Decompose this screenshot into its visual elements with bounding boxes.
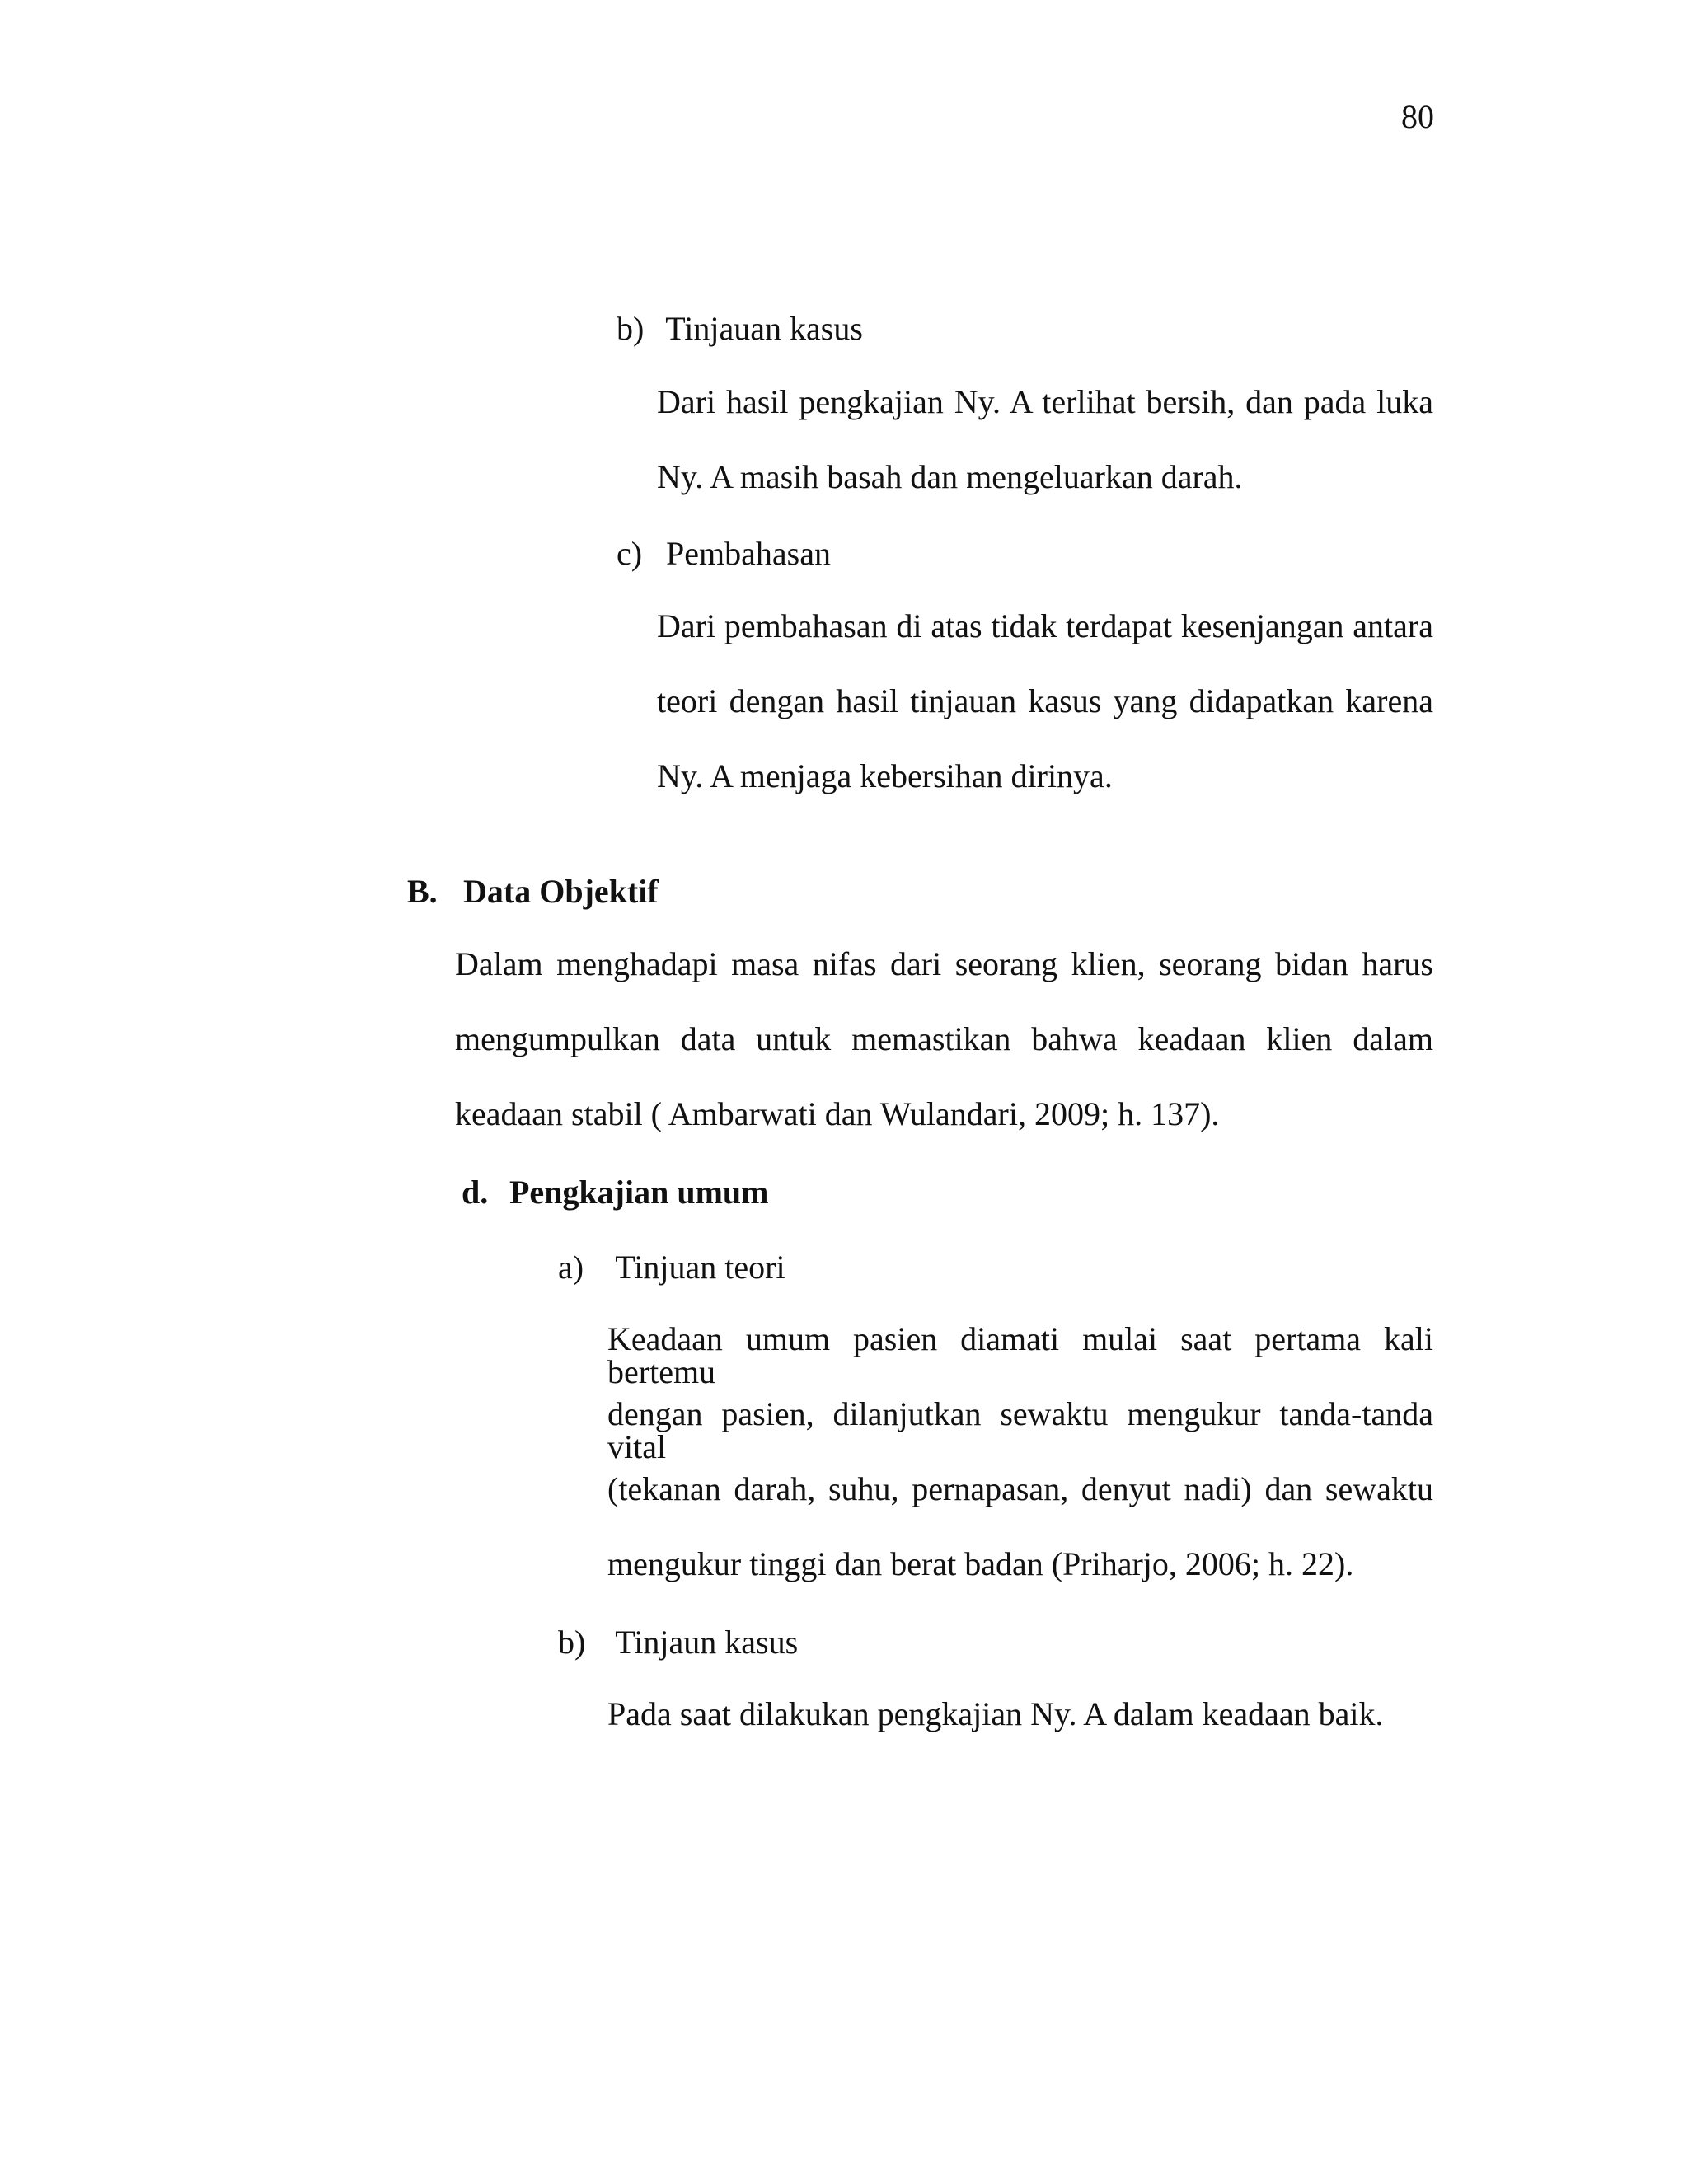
paragraph-line: (tekanan darah, suhu, pernapasan, denyut nadi) dan sewaktu bbox=[607, 1470, 1433, 1507]
section-marker: B. bbox=[407, 873, 438, 910]
list-marker: b) bbox=[558, 1624, 586, 1661]
section-heading-pengkajian-umum bbox=[462, 1173, 769, 1212]
subsection-heading-tinjuan-teori bbox=[558, 1248, 785, 1286]
subsection-title: Tinjuan teori bbox=[615, 1249, 785, 1286]
paragraph-line: dengan pasien, dilanjutkan sewaktu mengukur tanda-tanda vital bbox=[607, 1395, 1433, 1465]
list-marker: a) bbox=[558, 1249, 584, 1286]
paragraph-line: teori dengan hasil tinjauan kasus yang didapatkan karena bbox=[657, 682, 1433, 719]
paragraph-line: mengumpulkan data untuk memastikan bahwa keadaan klien dalam bbox=[455, 1020, 1433, 1057]
paragraph-line: Dalam menghadapi masa nifas dari seorang klien, seorang bidan harus bbox=[455, 945, 1433, 982]
list-marker: c) bbox=[617, 535, 643, 572]
subsection-title: Pembahasan bbox=[666, 535, 831, 572]
section-heading-data-objektif bbox=[407, 872, 659, 911]
subsection-heading-tinjauan-kasus bbox=[617, 309, 863, 348]
subsection-title: Tinjaun kasus bbox=[615, 1624, 799, 1661]
page-number: 80 bbox=[1401, 98, 1434, 135]
section-title: Data Objektif bbox=[463, 873, 659, 910]
paragraph-line: mengukur tinggi dan berat badan (Priharjo, 2006; h. 22). bbox=[607, 1545, 1354, 1582]
subsection-heading-tinjaun-kasus bbox=[558, 1623, 798, 1661]
paragraph-line: Dari hasil pengkajian Ny. A terlihat bersih, dan pada luka bbox=[657, 383, 1433, 420]
paragraph-line: Ny. A menjaga kebersihan dirinya. bbox=[657, 757, 1113, 794]
list-marker: b) bbox=[617, 310, 645, 347]
subsection-heading-pembahasan bbox=[617, 534, 831, 573]
paragraph-line: keadaan stabil ( Ambarwati dan Wulandari, 2009; h. 137). bbox=[455, 1095, 1220, 1132]
paragraph-line: Pada saat dilakukan pengkajian Ny. A dalam keadaan baik. bbox=[607, 1695, 1384, 1732]
paragraph-line: Ny. A masih basah dan mengeluarkan darah. bbox=[657, 458, 1243, 495]
paragraph-line: Keadaan umum pasien diamati mulai saat pertama kali bertemu bbox=[607, 1320, 1433, 1390]
section-title: Pengkajian umum bbox=[509, 1174, 769, 1211]
paragraph-line: Dari pembahasan di atas tidak terdapat kesenjangan antara bbox=[657, 607, 1433, 644]
subsection-title: Tinjauan kasus bbox=[665, 310, 863, 347]
section-marker: d. bbox=[462, 1174, 489, 1211]
